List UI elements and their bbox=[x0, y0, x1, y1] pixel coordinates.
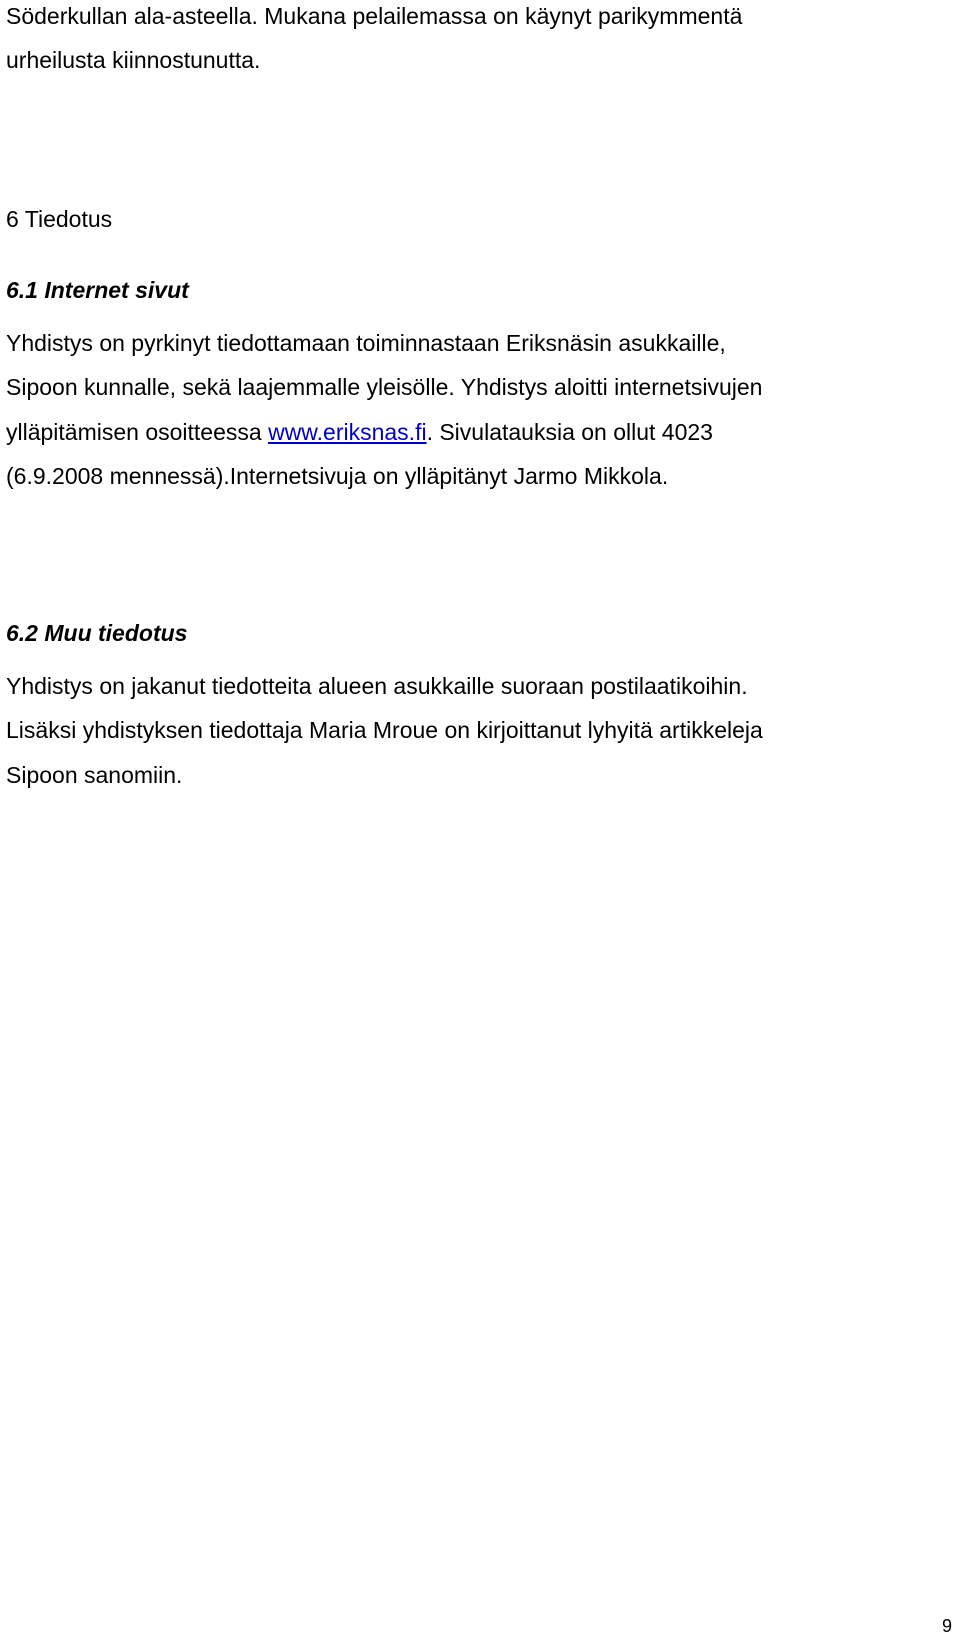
website-link[interactable]: www.eriksnas.fi bbox=[268, 419, 427, 445]
section-6-1-line-3-before: ylläpitämisen osoitteessa bbox=[6, 419, 269, 445]
section-6-2-line-2: Lisäksi yhdistyksen tiedottaja Maria Mroue on kirjoittanut lyhyitä artikkeleja bbox=[6, 717, 763, 743]
section-6-1-line-3-after: . Sivulatauksia on ollut 4023 bbox=[426, 419, 713, 445]
section-6-1-line-2: Sipoon kunnalle, sekä laajemmalle yleisölle. Yhdistys aloitti internetsivujen bbox=[6, 374, 763, 400]
section-6-1-line-3 bbox=[6, 418, 713, 446]
section-6-heading: 6 Tiedotus bbox=[6, 206, 113, 232]
section-6-2-heading: 6.2 Muu tiedotus bbox=[6, 620, 188, 646]
section-6-2-line-1: Yhdistys on jakanut tiedotteita alueen asukkaille suoraan postilaatikoihin. bbox=[6, 673, 748, 699]
intro-line-1: Söderkullan ala-asteella. Mukana pelailemassa on käynyt parikymmentä bbox=[6, 3, 743, 29]
intro-line-2: urheilusta kiinnostunutta. bbox=[6, 47, 261, 73]
section-6-1-line-4: (6.9.2008 mennessä).Internetsivuja on ylläpitänyt Jarmo Mikkola. bbox=[6, 463, 669, 489]
section-6-2-line-3: Sipoon sanomiin. bbox=[6, 762, 183, 788]
section-6-1-heading: 6.1 Internet sivut bbox=[6, 277, 189, 303]
page-number: 9 bbox=[941, 1616, 952, 1636]
section-6-1-line-1: Yhdistys on pyrkinyt tiedottamaan toiminnastaan Eriksnäsin asukkaille, bbox=[6, 330, 726, 356]
